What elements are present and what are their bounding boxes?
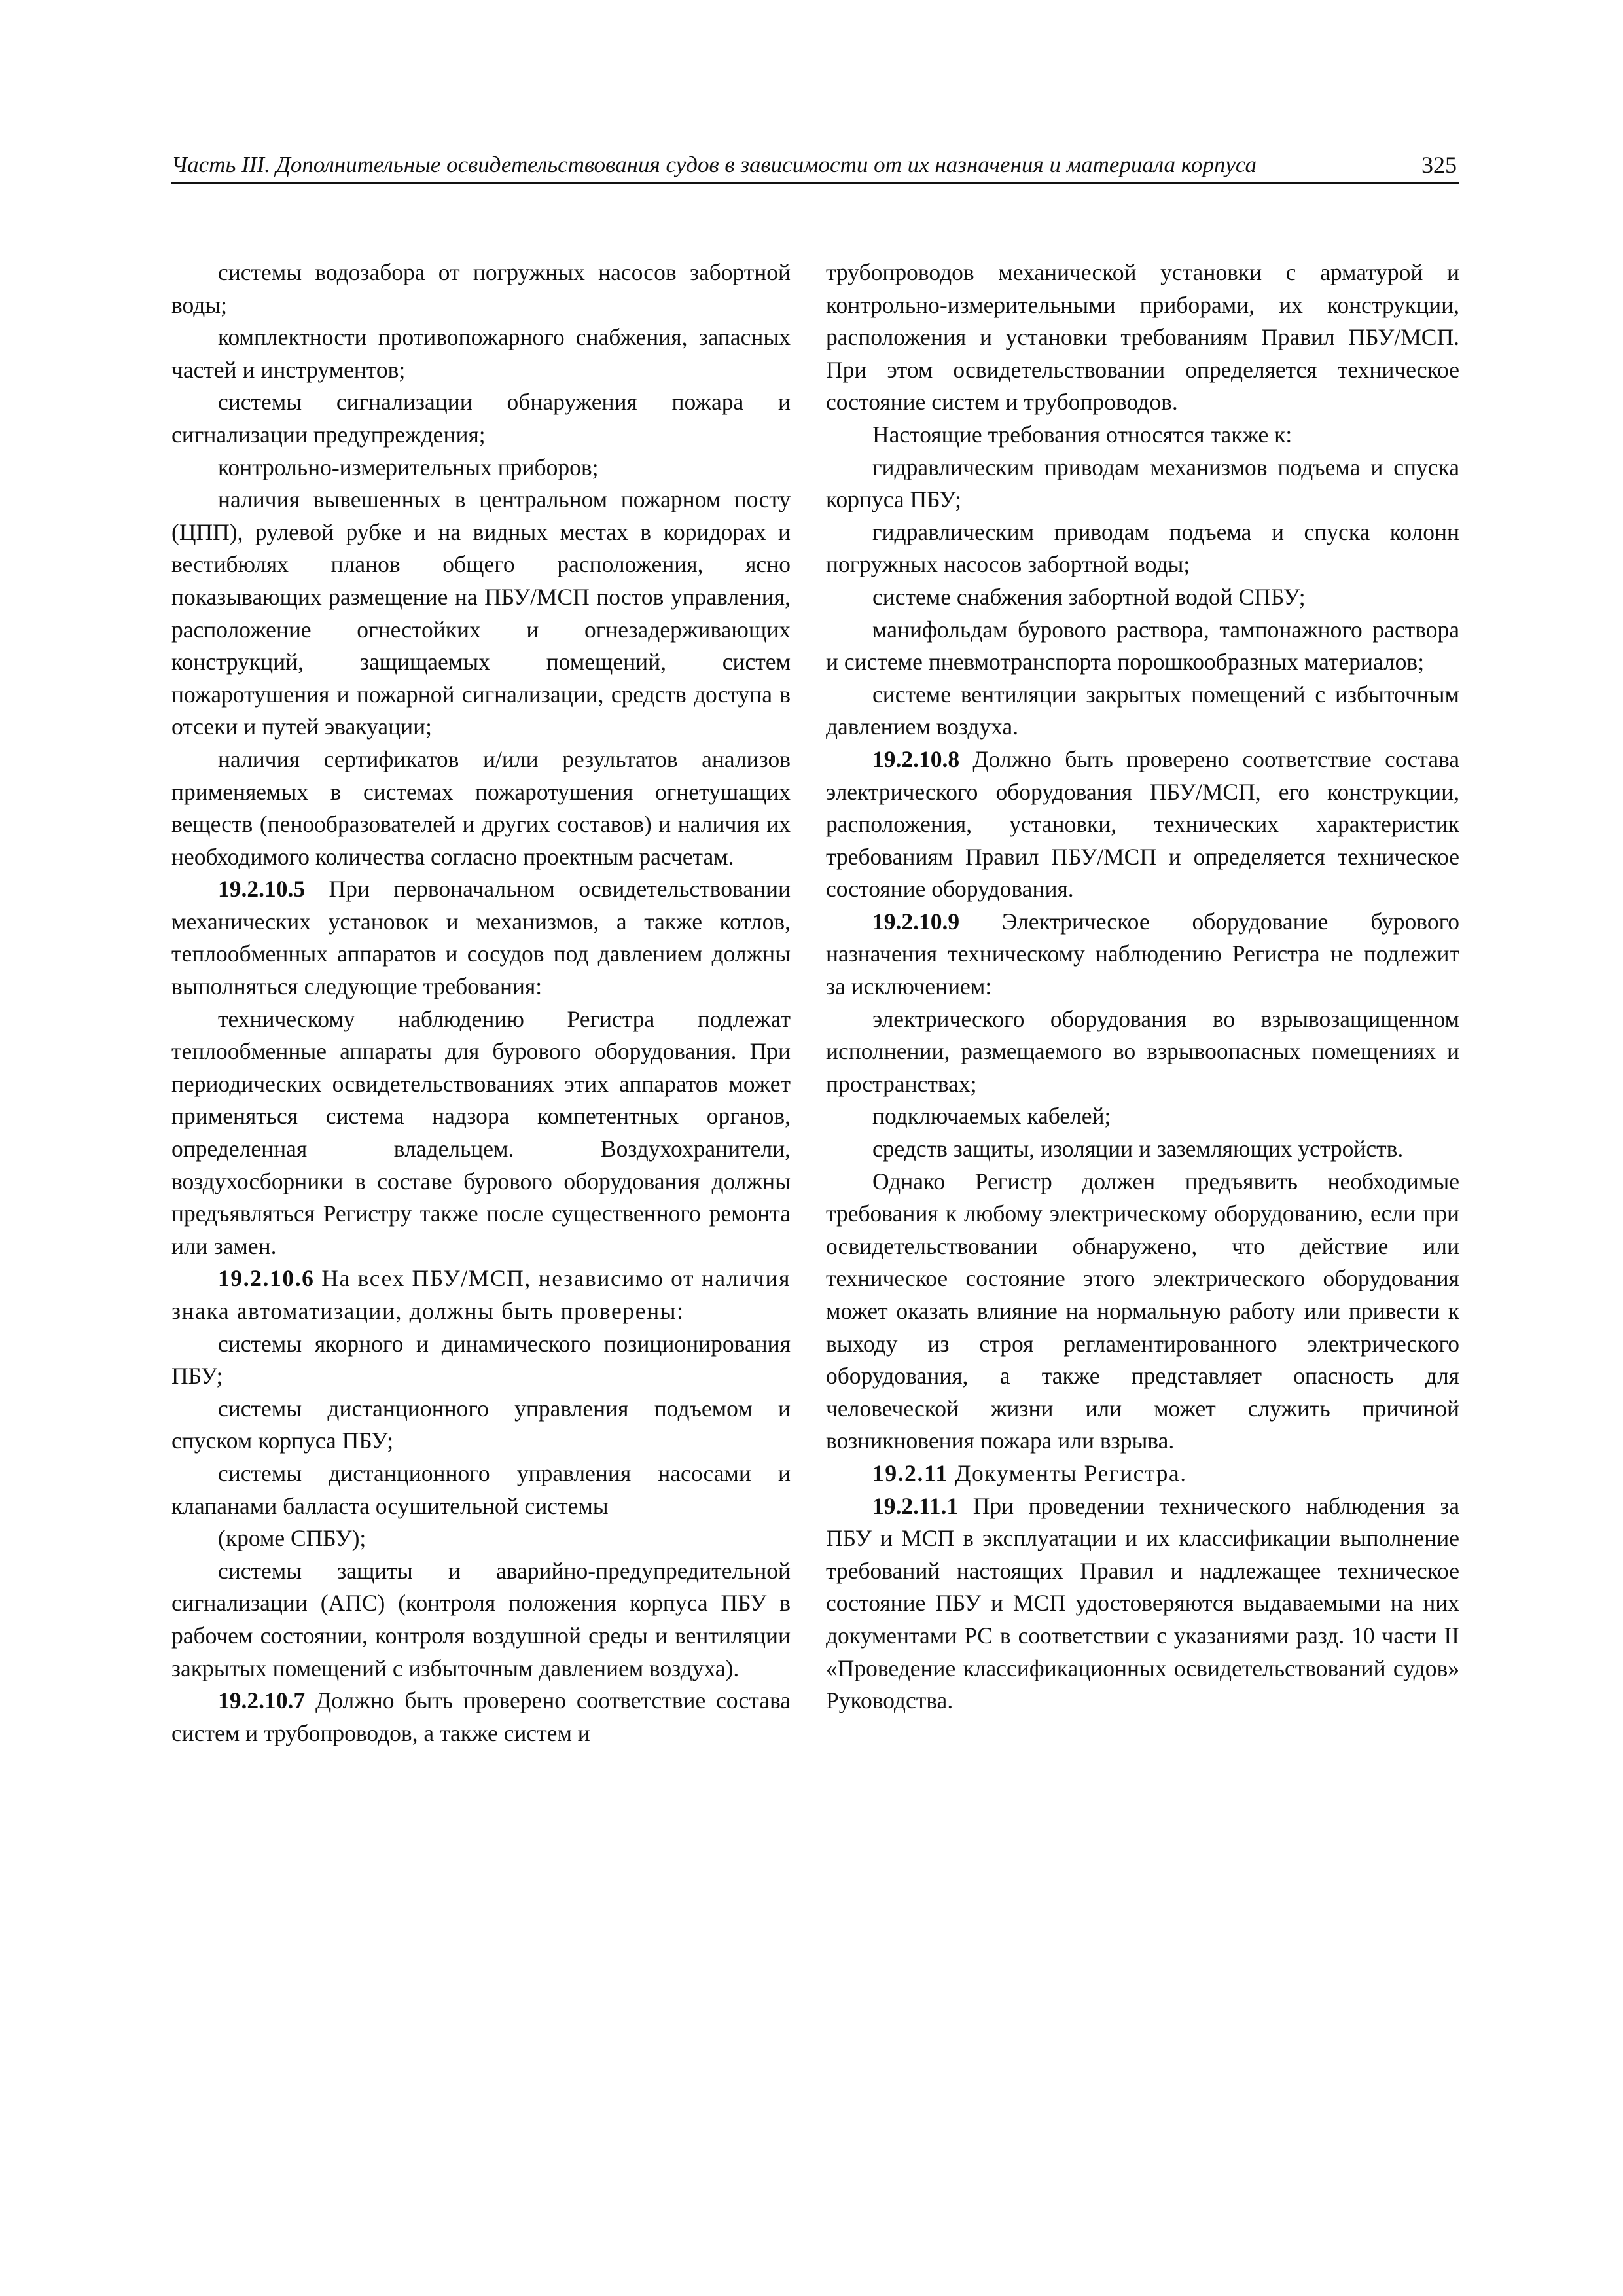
clause-paragraph: 19.2.10.8 Должно быть проверено соответствие состава электрического оборудования ПБУ/МСП, его конструкции, расположения, установки, технических характеристик требованиям Правил ПБУ/МСП и определяется техническое состояние оборудования. bbox=[826, 745, 1459, 903]
left-column bbox=[171, 257, 791, 1749]
clause-number: 19.2.10.7 bbox=[218, 1687, 306, 1714]
header-title: Часть III. Дополнительные освидетельствования судов в зависимости от их назначения и материала корпуса bbox=[171, 152, 1257, 177]
clause-number: 19.2.11 bbox=[872, 1460, 948, 1486]
running-header bbox=[171, 148, 1459, 184]
clause-paragraph: 19.2.10.6 На всех ПБУ/МСП, независимо от наличия знака автоматизации, должны быть проверены: bbox=[171, 1265, 791, 1324]
paragraph: комплектности противопожарного снабжения, запасных частей и инструментов; bbox=[171, 324, 791, 383]
paragraph: манифольдам бурового раствора, тампонажного раствора и системе пневмотранспорта порошкообразных материалов; bbox=[826, 616, 1459, 675]
clause-number: 19.2.10.9 bbox=[872, 908, 960, 935]
paragraph: трубопроводов механической установки с арматурой и контрольно-измерительными приборами, их конструкции, расположения и установки требованиям Правил ПБУ/МСП. При этом освидетельствовании определяется техническое состояние систем и трубопроводов. bbox=[826, 259, 1459, 416]
clause-number: 19.2.10.8 bbox=[872, 745, 960, 772]
paragraph: системы якорного и динамического позиционирования ПБУ; bbox=[171, 1330, 791, 1390]
paragraph: системы защиты и аварийно-предупредительной сигнализации (АПС) (контроля положения корпуса ПБУ в рабочем состоянии, контроля воздушной среды и вентиляции закрытых помещений с избыточным давлением воздуха). bbox=[171, 1557, 791, 1681]
paragraph: системы сигнализации обнаружения пожара и сигнализации предупреждения; bbox=[171, 389, 791, 448]
clause-paragraph: 19.2.11.1 При проведении технического наблюдения за ПБУ и МСП в эксплуатации и их классификации выполнение требований настоящих Правил и надлежащее техническое состояние ПБУ и МСП удостоверяются выдаваемыми на них документами РС в соответствии с указаниями разд. 10 части II «Проведение классификационных освидетельствований судов» Руководства. bbox=[826, 1492, 1459, 1714]
paragraph: наличия сертификатов и/или результатов анализов применяемых в системах пожаротушения огнетушащих веществ (пенообразователей и других составов) и наличия их необходимого количества согласно проектным расчетам. bbox=[171, 745, 791, 870]
clause-number: 19.2.10.5 bbox=[218, 876, 306, 903]
paragraph: наличия вывешенных в центральном пожарном посту (ЦПП), рулевой рубке и на видных местах в коридорах и вестибюлях планов общего расположения, ясно показывающих размещение на ПБУ/МСП постов управления, расположение огнестойких и огнезадерживающих конструкций, защищаемых помещений, систем пожаротушения и пожарной сигнализации, средств доступа в отсеки и путей эвакуации; bbox=[171, 486, 791, 740]
clause-number: 19.2.10.6 bbox=[218, 1265, 315, 1292]
clause-paragraph: 19.2.10.7 Должно быть проверено соответствие состава систем и трубопроводов, а также систем и bbox=[171, 1687, 791, 1746]
section-heading: 19.2.11 Документы Регистра. bbox=[872, 1460, 1187, 1486]
clause-number: 19.2.11.1 bbox=[872, 1492, 959, 1519]
paragraph: техническому наблюдению Регистра подлежат теплообменные аппараты для бурового оборудования. При периодических освидетельствованиях этих аппаратов может применяться система надзора компетентных органов, определенная владельцем. Воздухохранители, воздухосборники в составе бурового оборудования должны предъявляться Регистру также после существенного ремонта или замен. bbox=[171, 1005, 791, 1259]
paragraph: системе снабжения забортной водой СПБУ; bbox=[872, 583, 1306, 610]
paragraph: средств защиты, изоляции и заземляющих устройств. bbox=[872, 1136, 1404, 1162]
paragraph: гидравлическим приводам механизмов подъема и спуска корпуса ПБУ; bbox=[826, 454, 1459, 513]
paragraph: электрического оборудования во взрывозащищенном исполнении, размещаемого во взрывоопасных помещениях и пространствах; bbox=[826, 1005, 1459, 1097]
paragraph: Настоящие требования относятся также к: bbox=[872, 421, 1293, 448]
paragraph: подключаемых кабелей; bbox=[872, 1103, 1111, 1130]
clause-paragraph: 19.2.10.5 При первоначальном освидетельствовании механических установок и механизмов, а также котлов, теплообменных аппаратов и сосудов под давлением должны выполняться следующие требования: bbox=[171, 876, 791, 1000]
paragraph: системе вентиляции закрытых помещений с избыточным давлением воздуха. bbox=[826, 681, 1459, 740]
paragraph: Однако Регистр должен предъявить необходимые требования к любому электрическому оборудованию, если при освидетельствовании обнаружено, что действие или техническое состояние этого электрического оборудования может оказать влияние на нормальную работу или привести к выходу из строя регламентированного электрического оборудования, а также представляет опасность для человеческой жизни или может служить причиной возникновения пожара или взрыва. bbox=[826, 1168, 1459, 1454]
paragraph: системы дистанционного управления насосами и клапанами балласта осушительной системы bbox=[171, 1460, 791, 1519]
paragraph: системы дистанционного управления подъемом и спуском корпуса ПБУ; bbox=[171, 1395, 791, 1454]
clause-paragraph: 19.2.10.9 Электрическое оборудование бурового назначения техническому наблюдению Регистра не подлежит за исключением: bbox=[826, 908, 1459, 1000]
right-column bbox=[826, 257, 1459, 1717]
paragraph: системы водозабора от погружных насосов забортной воды; bbox=[171, 259, 791, 318]
paragraph: гидравлическим приводам подъема и спуска колонн погружных насосов забортной воды; bbox=[826, 518, 1459, 578]
page-number: 325 bbox=[1421, 152, 1457, 178]
paragraph: (кроме СПБУ); bbox=[218, 1525, 366, 1552]
paragraph: контрольно-измерительных приборов; bbox=[218, 454, 599, 480]
